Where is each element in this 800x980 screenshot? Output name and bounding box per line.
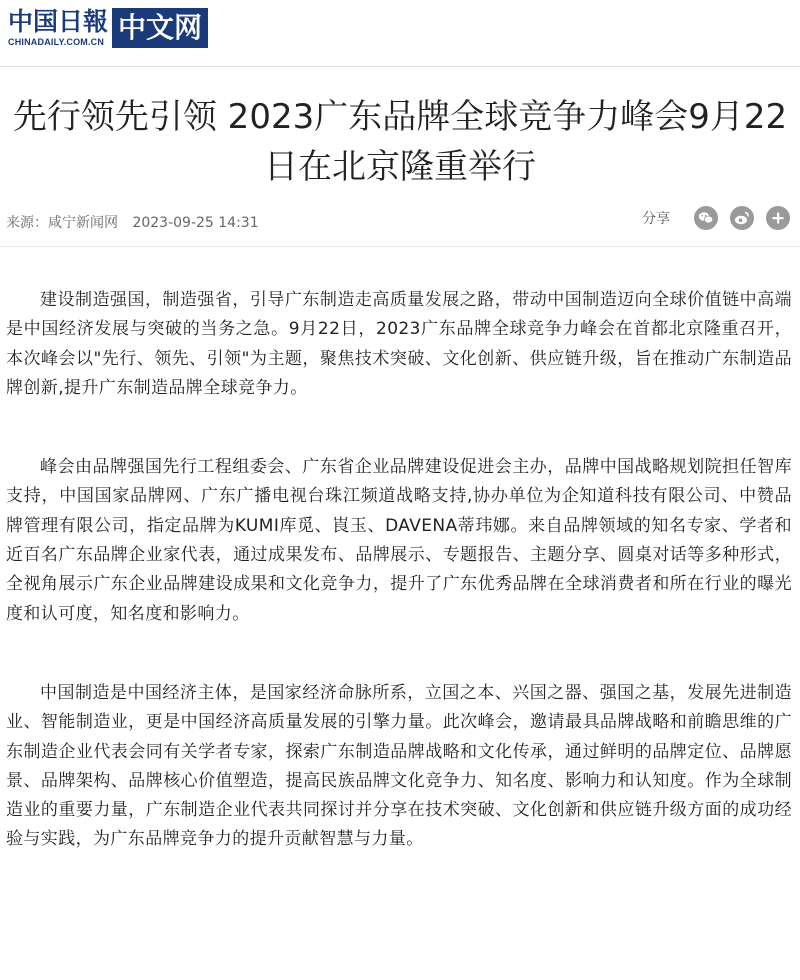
article-body xyxy=(6,286,792,905)
logo-section-badge: 中文网 xyxy=(112,8,208,48)
wechat-icon[interactable] xyxy=(694,206,718,230)
share-bar xyxy=(642,206,790,230)
article-paragraph: 建设制造强国，制造强省，引导广东制造走高质量发展之路，带动中国制造迈向全球价值链中高端是中国经济发展与突破的当务之急。9月22日，2023广东品牌全球竞争力峰会在首都北京隆重召开，本次峰会以"先行、领先、引领"为主题，聚焦技术突破、文化创新、供应链升级，旨在推动广东制造品牌创新,提升广东制造品牌全球竞争力。 xyxy=(6,290,792,398)
share-label: 分享 xyxy=(642,211,670,227)
article-title: 先行领先引领 2023广东品牌全球竞争力峰会9月22日在北京隆重举行 xyxy=(12,97,788,187)
site-header xyxy=(0,0,800,67)
article-paragraph: 中国制造是中国经济主体，是国家经济命脉所系，立国之本、兴国之器、强国之基，发展先进制造业、智能制造业，更是中国经济高质量发展的引擎力量。此次峰会，邀请最具品牌战略和前瞻思维的广东制造企业代表会同有关学者专家，探索广东制造品牌战略和文化传承，通过鲜明的品牌定位、品牌愿景、品牌架构、品牌核心价值塑造，提高民族品牌文化竞争力、知名度、影响力和认知度。作为全球制造业的重要力量，广东制造企业代表共同探讨并分享在技术突破、文化创新和供应链升级方面的成功经验与实践，为广东品牌竞争力的提升贡献智慧与力量。 xyxy=(6,682,792,850)
more-share-plus-icon[interactable] xyxy=(766,206,790,230)
article-source: 来源：咸宁新闻网 xyxy=(6,215,118,231)
article-paragraph: 峰会由品牌强国先行工程组委会、广东省企业品牌建设促进会主办，品牌中国战略规划院担任智库支持，中国国家品牌网、广东广播电视台珠江频道战略支持,协办单位为企知道科技有限公司、中赞品牌管理有限公司，指定品牌为KUMI库觅、崀玉、DAVENA蒂玮娜。来自品牌领域的知名专家、学者和近百名广东品牌企业家代表，通过成果发布、品牌展示、专题报告、主题分享、圆桌对话等多种形式，全视角展示广东企业品牌建设成果和文化竞争力，提升了广东优秀品牌在全球消费者和所在行业的曝光度和认可度，知名度和影响力。 xyxy=(6,457,792,624)
article-meta xyxy=(6,212,269,232)
article-datetime: 2023-09-25 14:31 xyxy=(132,215,259,231)
logo-wordmark xyxy=(8,8,108,48)
meta-divider xyxy=(0,246,800,247)
weibo-icon[interactable] xyxy=(730,206,754,230)
logo-domain-text: CHINADAILY.COM.CN xyxy=(8,37,105,47)
china-daily-logo[interactable] xyxy=(8,8,208,58)
logo-brand-text: 中国日報 xyxy=(8,7,109,36)
